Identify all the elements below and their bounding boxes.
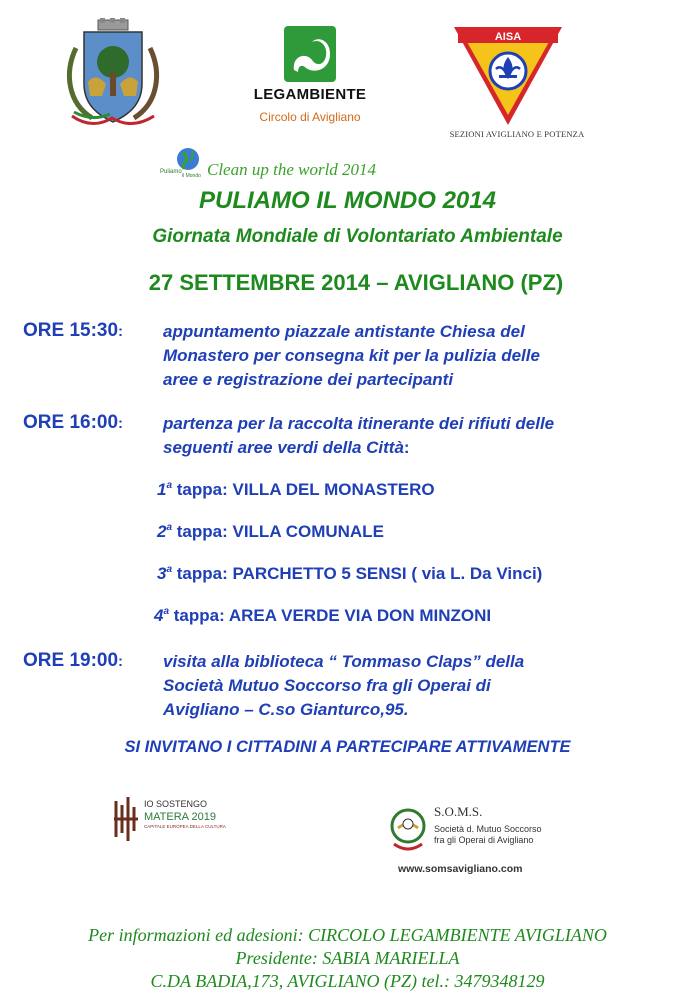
main-title: PULIAMO IL MONDO 2014 bbox=[199, 187, 496, 214]
globe-icon bbox=[158, 145, 204, 179]
soms-title: S.O.M.S. bbox=[434, 804, 483, 819]
desc-1600 bbox=[163, 412, 554, 460]
desc-line: appuntamento piazzale antistante Chiesa del bbox=[163, 322, 525, 341]
soms-logo bbox=[386, 800, 556, 860]
legambiente-name: LEGAMBIENTE bbox=[253, 86, 367, 103]
desc-line: Avigliano – C.so Gianturco,95. bbox=[163, 700, 409, 719]
tappa-2: 2$^a$ tappa: VILLA COMUNALE bbox=[157, 522, 384, 541]
time-label: ORE 15:30 bbox=[23, 320, 119, 341]
matera-2019-logo bbox=[112, 793, 234, 853]
soms-line1: Società d. Mutuo Soccorso bbox=[434, 824, 542, 834]
desc-line: aree e registrazione dei partecipanti bbox=[163, 370, 454, 389]
event-date: 27 SETTEMBRE 2014 – AVIGLIANO (PZ) bbox=[148, 270, 564, 295]
matera-line2: MATERA 2019 bbox=[144, 811, 216, 823]
puliamo-logo-text: Puliamo bbox=[160, 169, 182, 175]
tappa-4: 4$^a$ tappa: AREA VERDE VIA DON MINZONI bbox=[154, 606, 492, 625]
legambiente-circolo: Circolo di Avigliano bbox=[259, 110, 361, 124]
footer-info: Per informazioni ed adesioni: CIRCOLO LEGAMBIENTE AVIGLIANO bbox=[88, 925, 607, 945]
desc-line: Monastero per consegna kit per la pulizia delle bbox=[163, 346, 540, 365]
coat-of-arms-icon bbox=[62, 18, 162, 130]
desc-line: visita alla biblioteca “ Tommaso Claps” della bbox=[163, 652, 525, 671]
soms-line2: fra gli Operai di Avigliano bbox=[434, 835, 534, 845]
tappa-1: 1$^a$ tappa: VILLA DEL MONASTERO bbox=[157, 480, 435, 499]
desc-1530 bbox=[163, 320, 540, 392]
desc-line: seguenti aree verdi della Città: bbox=[163, 438, 410, 457]
time-label: ORE 16:00 bbox=[23, 412, 119, 433]
aisa-logo bbox=[452, 25, 564, 129]
subtitle: Giornata Mondiale di Volontariato Ambientale bbox=[152, 226, 563, 247]
time-1900: ORE 19:00: bbox=[23, 650, 124, 671]
time-1530: ORE 15:30: bbox=[23, 320, 124, 341]
puliamo-il-mondo-logo bbox=[158, 145, 204, 179]
matera-line3: CAPITALE EUROPEA DELLA CULTURA bbox=[144, 824, 226, 829]
time-label: ORE 19:00 bbox=[23, 650, 119, 671]
legambiente-logo bbox=[240, 26, 380, 130]
tappa-3: 3$^a$ tappa: PARCHETTO 5 SENSI ( via L. Da Vinci) bbox=[157, 564, 543, 583]
desc-line: partenza per la raccolta itinerante dei rifiuti delle bbox=[163, 414, 555, 433]
aisa-sections: SEZIONI AVIGLIANO E POTENZA bbox=[449, 129, 585, 139]
aisa-banner-text: AISA bbox=[494, 31, 522, 43]
time-1600: ORE 16:00: bbox=[23, 412, 124, 433]
desc-1900 bbox=[163, 650, 524, 722]
clean-up-the-world: Clean up the world 2014 bbox=[207, 160, 377, 179]
footer-address: C.DA BADIA,173, AVIGLIANO (PZ) tel.: 3479348129 bbox=[150, 971, 545, 991]
matera-line1: IO SOSTENGO bbox=[144, 799, 208, 809]
matera-logo-icon bbox=[112, 793, 234, 853]
aisa-emblem-icon bbox=[452, 25, 564, 129]
soms-emblem-icon bbox=[386, 800, 556, 860]
avigliano-coat-of-arms-logo bbox=[62, 18, 162, 130]
mondo-logo-text: il Mondo bbox=[182, 173, 201, 179]
legambiente-swan-icon bbox=[284, 26, 336, 82]
footer-president: Presidente: SABIA MARIELLA bbox=[235, 948, 460, 968]
soms-website: www.somsavigliano.com bbox=[398, 863, 523, 875]
desc-line: Società Mutuo Soccorso fra gli Operai di bbox=[163, 676, 491, 695]
invitation: SI INVITANO I CITTADINI A PARTECIPARE ATTIVAMENTE bbox=[124, 738, 571, 756]
